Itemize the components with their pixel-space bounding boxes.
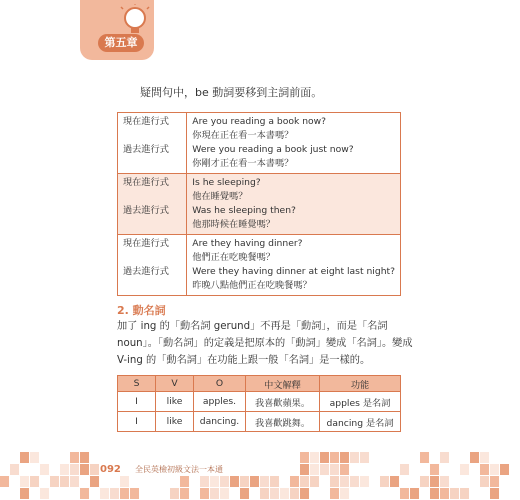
paragraph-line: 加了 ing 的「動名詞 gerund」不再是「動詞」，而是「名詞 — [117, 321, 388, 332]
column-header: 功能 — [320, 376, 401, 392]
example-translation: 他在睡覺嗎？ — [192, 191, 248, 202]
question-examples-table — [117, 112, 401, 296]
book-title: 全民英檢初級文法一本通 — [135, 465, 223, 474]
footer-pattern — [0, 452, 520, 500]
table-cell: like — [156, 392, 194, 412]
table-row — [118, 113, 401, 174]
table-cell: 我喜歡跳舞。 — [246, 412, 320, 432]
table-cell: apples. — [194, 392, 246, 412]
example-translation: 他那時候在睡覺嗎？ — [192, 219, 275, 230]
example-sentence: Are they having dinner? — [192, 238, 303, 249]
example-translation: 你現在正在看一本書嗎？ — [192, 130, 294, 141]
column-header: V — [156, 376, 194, 392]
table-cell: dancing 是名詞 — [320, 412, 401, 432]
example-translation: 你剛才正在看一本書嗎？ — [192, 158, 294, 169]
example-sentence: Were they having dinner at eight last night? — [192, 266, 395, 277]
table-row — [118, 412, 401, 432]
paragraph-line: V-ing 的「動名詞」在功能上跟一般「名詞」是一樣的。 — [117, 355, 371, 366]
svo-table — [117, 375, 401, 432]
table-row — [118, 174, 401, 235]
example-sentence: Are you reading a book now? — [192, 116, 327, 127]
tense-label: 現在進行式 — [123, 238, 169, 249]
table-cell: apples 是名詞 — [320, 392, 401, 412]
example-translation: 昨晚八點他們正在吃晚餐嗎？ — [192, 280, 312, 291]
chapter-label: 第五章 — [98, 34, 144, 52]
example-sentence: Were you reading a book just now? — [192, 144, 354, 155]
tense-label: 現在進行式 — [123, 116, 169, 127]
intro-text: 疑問句中，be 動詞要移到主詞前面。 — [140, 86, 323, 99]
example-translation: 他們正在吃晚餐嗎？ — [192, 252, 275, 263]
column-header: 中文解釋 — [246, 376, 320, 392]
tense-label: 過去進行式 — [123, 144, 169, 155]
table-cell: dancing. — [194, 412, 246, 432]
column-header: O — [194, 376, 246, 392]
table-cell: I — [118, 392, 156, 412]
section-title: 2. 動名詞 — [117, 304, 166, 317]
example-sentence: Is he sleeping? — [192, 177, 261, 188]
table-row — [118, 392, 401, 412]
tense-label: 現在進行式 — [123, 177, 169, 188]
table-row — [118, 235, 401, 296]
table-header-row — [118, 376, 401, 392]
tense-label: 過去進行式 — [123, 266, 169, 277]
column-header: S — [118, 376, 156, 392]
table-cell: like — [156, 412, 194, 432]
paragraph-line: noun」。「動名詞」的定義是把原本的「動詞」變成「名詞」。變成 — [117, 338, 413, 349]
table-cell: I — [118, 412, 156, 432]
page-number: 092 — [100, 464, 121, 475]
table-cell: 我喜歡蘋果。 — [246, 392, 320, 412]
tense-label: 過去進行式 — [123, 205, 169, 216]
example-sentence: Was he sleeping then? — [192, 205, 296, 216]
